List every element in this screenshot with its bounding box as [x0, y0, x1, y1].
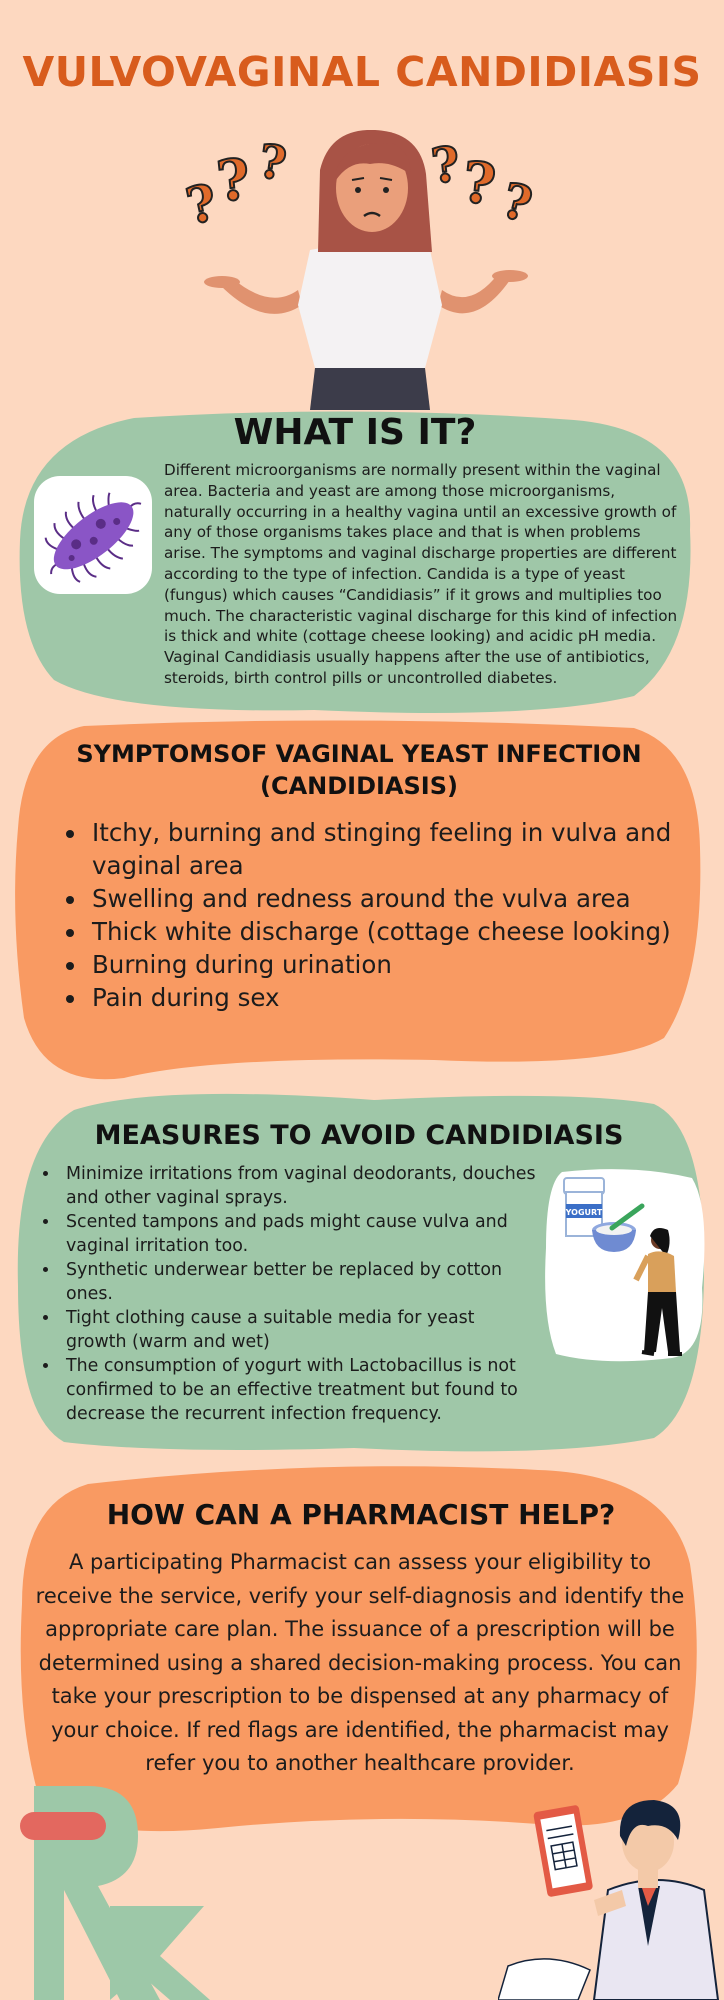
pharmacist-paragraph: A participating Pharmacist can assess your eligibility to receive the service, verify your self-diagnosis and identify the appropriate care plan. The issuance of a prescription will be determined using a shared decision-making process. You can take your prescription to be dispensed at any pharmacy of your choice. If red flags are identified, the pharmacist may refer you to another healthcare provider. [35, 1550, 685, 1775]
what-is-it-text [164, 460, 684, 689]
woman-confused-icon [180, 130, 560, 410]
rx-symbol-icon [20, 1786, 210, 2000]
measure-item: • The consumption of yogurt with Lactobacillus is not confirmed to be an effective treatment but found to decrease the recurrent infection frequency. [60, 1354, 540, 1426]
svg-text:?: ? [255, 133, 290, 191]
symptom-item: • Itchy, burning and stinging feeling in vulva and vaginal area [88, 816, 684, 882]
symptoms-section [14, 718, 702, 1088]
measure-item: • Minimize irritations from vaginal deodorants, douches and other vaginal sprays. [60, 1162, 540, 1210]
symptom-item: • Thick white discharge (cottage cheese looking) [88, 915, 684, 948]
symptom-item: • Pain during sex [88, 981, 684, 1014]
svg-text:?: ? [459, 149, 499, 219]
pharmacist-clipboard-icon [498, 1770, 724, 2000]
symptom-item: • Burning during urination [88, 948, 684, 981]
what-is-it-paragraph-2: Vaginal Candidiasis usually happens after the use of antibiotics, steroids, birth control pills or uncontrolled diabetes. [164, 648, 650, 687]
page-title: VULVOVAGINAL CANDIDIASIS [22, 48, 702, 96]
what-is-it-paragraph-1: Different microorganisms are normally present within the vaginal area. Bacteria and yeast are among those microorganisms, naturally occurring in a healthy vagina until an excessive growth of any of those organisms takes place and that is when problems arise. The symptoms and vaginal discharge properties are different according to the type of infection. Candida is a type of yeast (fungus) which causes “Candidiasis” if it grows and multiplies too much. The characteristic vaginal discharge for this kind of infection is thick and white (cottage cheese looking) and acidic pH media. [164, 461, 678, 646]
measures-section [14, 1086, 704, 1458]
measure-item: • Tight clothing cause a suitable media for yeast growth (warm and wet) [60, 1306, 540, 1354]
symptoms-heading [54, 738, 664, 802]
symptoms-heading-line-1: SYMPTOMSOF VAGINAL YEAST INFECTION [76, 740, 642, 768]
bacteria-card [34, 476, 152, 594]
svg-text:?: ? [496, 172, 538, 234]
measures-heading: MEASURES TO AVOID CANDIDIASIS [94, 1120, 624, 1151]
measures-list [40, 1162, 540, 1426]
measure-item: • Scented tampons and pads might cause vulva and vaginal irritation too. [60, 1210, 540, 1258]
svg-text:?: ? [428, 136, 463, 195]
bacteria-icon [34, 476, 152, 594]
what-is-it-heading: WHAT IS IT? [233, 412, 477, 453]
svg-text:?: ? [180, 172, 222, 236]
measure-item: • Synthetic underwear better be replaced by cotton ones. [60, 1258, 540, 1306]
what-is-it-section [14, 410, 696, 716]
symptoms-heading-line-2: (CANDIDIASIS) [260, 772, 458, 800]
yogurt-woman-card [542, 1168, 708, 1364]
pharmacist-heading: HOW CAN A PHARMACIST HELP? [106, 1498, 616, 1531]
symptom-item: • Swelling and redness around the vulva area [88, 882, 684, 915]
svg-text:?: ? [213, 146, 254, 216]
yogurt-label: YOGURT [565, 1208, 603, 1217]
symptoms-list [64, 816, 684, 1014]
